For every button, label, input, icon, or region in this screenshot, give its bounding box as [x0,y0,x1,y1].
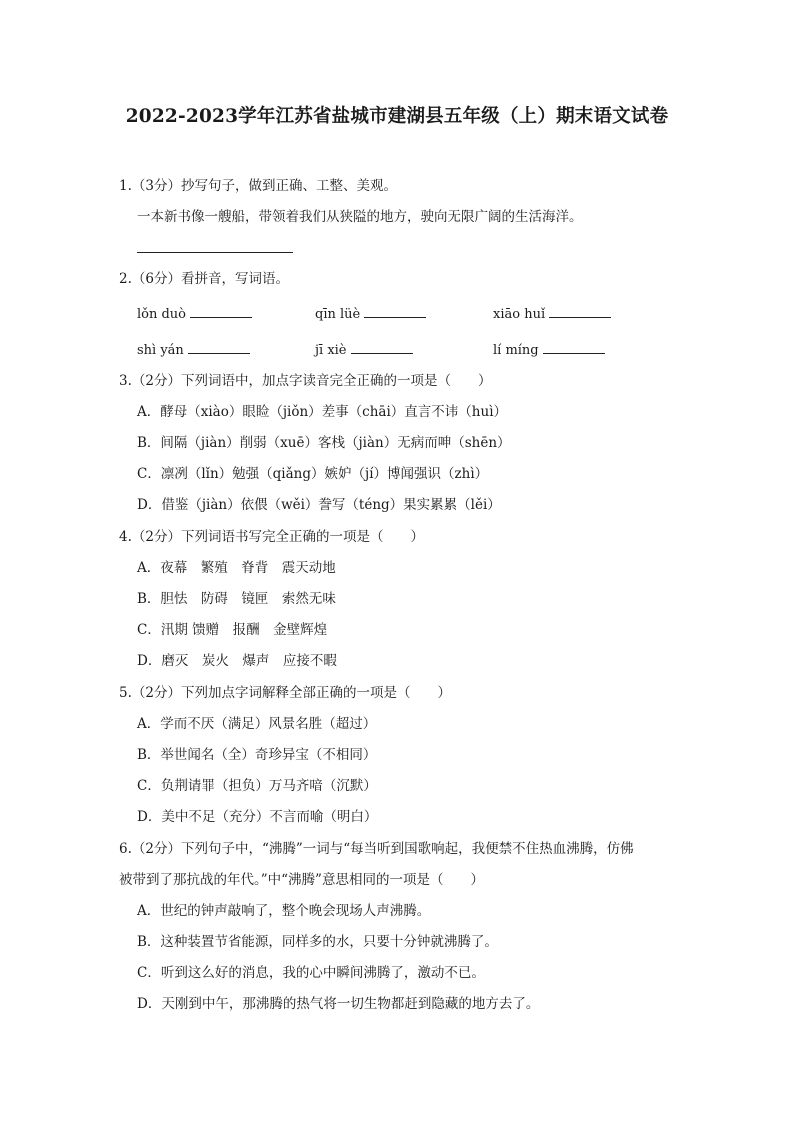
pinyin-item [493,304,611,324]
pinyin-text: lǒn duò [137,307,187,322]
question-3-option-b[interactable]: B．间隔（jiàn）削弱（xuē）客栈（jiàn）无病而呻（shēn） [137,435,511,451]
question-6-stem-line-2: 被带到了那抗战的年代。”中“沸腾”意思相同的一项是（ ） [119,872,484,888]
question-5-stem: 5.（2分）下列加点字词解释全部正确的一项是（ ） [119,685,451,701]
question-5-option-d[interactable]: D．美中不足（充分）不言而喻（明白） [137,809,378,825]
question-6-stem-line-1: 6.（2分）下列句子中，“沸腾”一词与“每当听到国歌响起，我便禁不住热血沸腾，仿佛 [119,841,634,857]
question-5-option-c[interactable]: C．负荆请罪（担负）万马齐喑（沉默） [137,778,377,794]
pinyin-item [315,304,426,324]
pinyin-answer-blank[interactable] [190,304,252,318]
question-4-option-c[interactable]: C．汛期 馈赠 报酬 金壁辉煌 [137,622,328,638]
question-1-sentence: 一本新书像一艘船，带领着我们从狭隘的地方，驶向无限广阔的生活海洋。 [137,209,583,225]
question-2-stem: 2.（6分）看拼音，写词语。 [119,271,289,287]
question-3-option-a[interactable]: A．酵母（xiào）眼睑（jiǒn）差事（chāi）直言不讳（huì） [137,404,508,420]
pinyin-item [493,340,605,360]
question-4-option-a[interactable]: A．夜幕 繁殖 脊背 震天动地 [137,560,336,576]
question-6-option-d[interactable]: D．天刚到中午，那沸腾的热气将一切生物都赶到隐藏的地方去了。 [137,996,540,1012]
pinyin-answer-blank[interactable] [543,340,605,354]
question-6-option-c[interactable]: C．听到这么好的消息，我的心中瞬间沸腾了，激动不已。 [137,965,485,981]
pinyin-item [137,304,252,324]
pinyin-text: jī xiè [315,343,347,358]
exam-title: 2022-2023学年江苏省盐城市建湖县五年级（上）期末语文试卷 [125,106,669,127]
question-3-stem: 3.（2分）下列词语中，加点字读音完全正确的一项是（ ） [119,373,492,389]
question-1-answer-blank[interactable] [137,252,293,253]
question-3-option-d[interactable]: D．借鉴（jiàn）依偎（wěi）誊写（téng）果实累累（lěi） [137,497,501,513]
pinyin-text: xiāo huǐ [493,307,546,322]
question-4-option-b[interactable]: B．胆怯 防碍 镜匣 索然无味 [137,591,336,607]
pinyin-text: qīn lüè [315,307,361,322]
question-5-option-b[interactable]: B．举世闻名（全）奇珍异宝（不相同） [137,747,377,763]
question-3-option-c[interactable]: C．凛冽（lǐn）勉强（qiǎng）嫉妒（jí）博闻强识（zhì） [137,466,489,482]
question-4-option-d[interactable]: D．磨灭 炭火 爆声 应接不暇 [137,653,337,669]
pinyin-answer-blank[interactable] [351,340,413,354]
question-5-option-a[interactable]: A．学而不厌（满足）风景名胜（超过） [137,716,377,732]
question-6-option-a[interactable]: A．世纪的钟声敲响了，整个晚会现场人声沸腾。 [137,903,431,919]
pinyin-text: shì yán [137,343,184,358]
pinyin-answer-blank[interactable] [364,304,426,318]
pinyin-item [137,340,250,360]
pinyin-answer-blank[interactable] [549,304,611,318]
pinyin-item [315,340,413,360]
pinyin-text: lí míng [493,343,539,358]
pinyin-answer-blank[interactable] [188,340,250,354]
question-6-option-b[interactable]: B．这种装置节省能源，同样多的水，只要十分钟就沸腾了。 [137,934,498,950]
question-4-stem: 4.（2分）下列词语书写完全正确的一项是（ ） [119,529,424,545]
question-1-stem: 1.（3分）抄写句子，做到正确、工整、美观。 [119,178,397,194]
